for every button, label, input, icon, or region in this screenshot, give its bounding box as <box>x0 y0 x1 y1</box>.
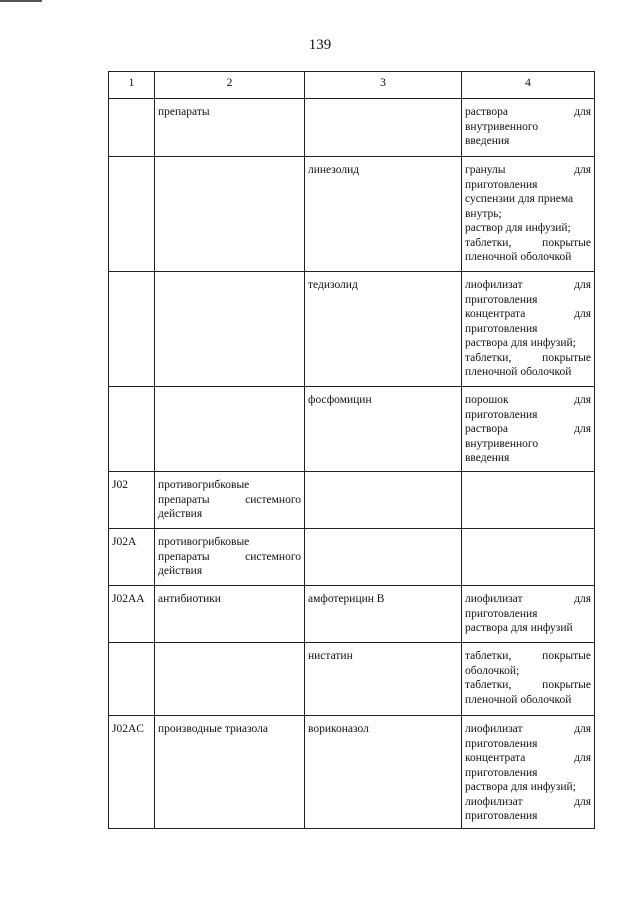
column-header-2: 2 <box>155 72 305 99</box>
drug-table <box>108 71 595 829</box>
drug-name-cell: амфотерицин В <box>305 586 462 643</box>
dosage-form-word: для <box>574 164 591 176</box>
group-name-cell: противогрибковые препараты системного действия <box>155 529 305 586</box>
dosage-form-line <box>465 307 591 322</box>
group-name-cell: производные триазола <box>155 716 305 829</box>
dosage-form-line: приготовления <box>465 607 538 620</box>
drug-name-cell: нистатин <box>305 643 462 716</box>
dosage-form-word: таблетки, <box>465 679 512 691</box>
column-header-1: 1 <box>109 72 155 99</box>
table-row <box>109 586 595 643</box>
page-number: 139 <box>308 37 332 53</box>
group-name-cell <box>155 643 305 716</box>
dosage-form-word: таблетки, <box>465 351 512 364</box>
dosage-form-line <box>465 795 591 810</box>
dosage-form-line <box>465 592 591 607</box>
dosage-form-word: раствора <box>465 106 508 118</box>
group-name-cell: противогрибковые препараты системного действия <box>155 472 305 529</box>
atc-code-cell <box>109 272 155 387</box>
atc-code-cell: J02AC <box>109 716 155 829</box>
dosage-form-line <box>465 422 591 437</box>
dosage-form-line <box>465 649 591 664</box>
dosage-form-cell <box>462 643 595 716</box>
table-row <box>109 157 595 272</box>
dosage-form-word: для <box>574 106 591 118</box>
column-header-4: 4 <box>462 72 595 99</box>
table-row <box>109 716 595 829</box>
column-header-3: 3 <box>305 72 462 99</box>
dosage-form-cell <box>462 157 595 272</box>
drug-name-cell: линезолид <box>305 157 462 272</box>
dosage-form-cell <box>462 387 595 472</box>
dosage-form-line: раствора для инфузий; <box>465 337 576 349</box>
dosage-form-word: таблетки, <box>465 650 512 662</box>
dosage-form-line: внутрь; <box>465 207 502 220</box>
dosage-form-line: раствор для инфузий; <box>465 222 571 234</box>
group-name-cell: антибиотики <box>155 586 305 643</box>
dosage-form-word: лиофилизат <box>465 593 523 605</box>
dosage-form-line: внутривенного <box>465 120 539 133</box>
dosage-form-line <box>465 751 591 766</box>
dosage-form-line: приготовления <box>465 178 538 191</box>
table-row <box>109 272 595 387</box>
dosage-form-word: таблетки, <box>465 236 512 249</box>
dosage-form-cell <box>462 99 595 157</box>
table-row <box>109 99 595 157</box>
atc-code-cell <box>109 99 155 157</box>
atc-code-cell <box>109 643 155 716</box>
drug-name-cell <box>305 99 462 157</box>
dosage-form-word: покрытые <box>542 236 591 249</box>
drug-name-cell <box>305 472 462 529</box>
atc-code-cell <box>109 157 155 272</box>
dosage-form-line: внутривенного <box>465 437 539 450</box>
drug-name-cell: вориконазол <box>305 716 462 829</box>
dosage-form-cell <box>462 272 595 387</box>
dosage-form-word: гранулы <box>465 164 506 176</box>
atc-code-cell: J02AA <box>109 586 155 643</box>
dosage-form-word: концентрата <box>465 752 526 764</box>
dosage-form-word: для <box>574 723 591 735</box>
atc-code-cell: J02 <box>109 472 155 529</box>
drug-name-cell: тедизолид <box>305 272 462 387</box>
group-name-cell <box>155 157 305 272</box>
dosage-form-line: приготовления <box>465 293 538 306</box>
dosage-form-word: покрытые <box>542 650 591 662</box>
dosage-form-word: для <box>574 795 591 808</box>
group-name-cell <box>155 272 305 387</box>
dosage-form-line: пленочной оболочкой <box>465 693 572 706</box>
dosage-form-line <box>465 351 591 366</box>
dosage-form-line <box>465 678 591 693</box>
dosage-form-word: покрытые <box>542 679 591 691</box>
dosage-form-word: покрытые <box>542 351 591 364</box>
dosage-form-line: пленочной оболочкой <box>465 251 572 263</box>
dosage-form-line: раствора для инфузий <box>465 622 573 634</box>
dosage-form-line: приготовления <box>465 766 538 779</box>
dosage-form-line: пленочной оболочкой <box>465 366 572 378</box>
dosage-form-line: приготовления <box>465 408 538 421</box>
dosage-form-line <box>465 236 591 251</box>
scan-corner-mark <box>0 0 42 2</box>
table-row <box>109 472 595 529</box>
dosage-form-word: лиофилизат <box>465 279 523 291</box>
dosage-form-cell <box>462 586 595 643</box>
dosage-form-cell <box>462 716 595 829</box>
dosage-form-word: для <box>574 593 591 605</box>
dosage-form-cell <box>462 529 595 586</box>
drug-name-cell <box>305 529 462 586</box>
dosage-form-line: приготовления <box>465 737 538 750</box>
dosage-form-line <box>465 393 591 408</box>
dosage-form-line: раствора для инфузий; <box>465 781 576 793</box>
dosage-form-word: лиофилизат <box>465 723 523 735</box>
atc-code-cell: J02A <box>109 529 155 586</box>
table-body <box>109 99 595 829</box>
dosage-form-word: для <box>574 279 591 291</box>
dosage-form-line <box>465 163 591 178</box>
dosage-form-line <box>465 722 591 737</box>
dosage-form-line: приготовления <box>465 322 538 335</box>
dosage-form-line: введения <box>465 135 510 147</box>
dosage-form-cell <box>462 472 595 529</box>
dosage-form-line <box>465 278 591 293</box>
dosage-form-line: введения <box>465 452 510 464</box>
dosage-form-word: для <box>574 394 591 406</box>
dosage-form-word: для <box>574 423 591 435</box>
dosage-form-word: концентрата <box>465 308 526 320</box>
dosage-form-word: раствора <box>465 423 508 435</box>
dosage-form-word: для <box>574 308 591 320</box>
dosage-form-line: оболочкой; <box>465 664 520 677</box>
dosage-form-line <box>465 105 591 120</box>
table-row <box>109 643 595 716</box>
table-row <box>109 529 595 586</box>
group-name-cell: препараты <box>155 99 305 157</box>
table-row <box>109 387 595 472</box>
table-header-row <box>109 72 595 99</box>
drug-name-cell: фосфомицин <box>305 387 462 472</box>
dosage-form-word: для <box>574 752 591 764</box>
dosage-form-line: приготовления <box>465 810 538 822</box>
dosage-form-word: порошок <box>465 394 509 406</box>
atc-code-cell <box>109 387 155 472</box>
dosage-form-line: суспензии для приема <box>465 193 574 205</box>
group-name-cell <box>155 387 305 472</box>
dosage-form-word: лиофилизат <box>465 795 523 808</box>
